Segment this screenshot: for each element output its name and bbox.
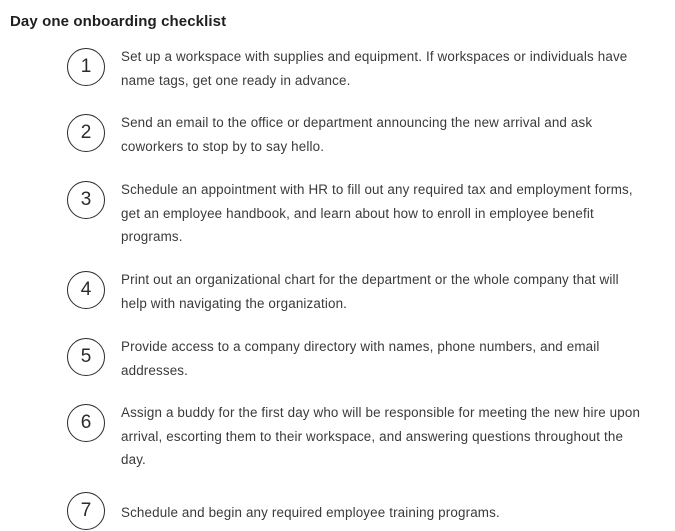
step-number-badge: 7 xyxy=(67,492,105,530)
step-text: Set up a workspace with supplies and equipment. If workspaces or individuals have name tags, get one ready in advance. xyxy=(121,49,628,88)
step-text: Schedule an appointment with HR to fill out any required tax and employment forms, get an employee handbook, and learn about how to enroll in employee benefit programs. xyxy=(121,182,633,244)
step-text: Send an email to the office or department announcing the new arrival and ask coworkers to stop by to say hello. xyxy=(121,115,593,154)
step-text: Print out an organizational chart for the department or the whole company that will help with navigating the organization. xyxy=(121,272,619,311)
step-number-badge: 5 xyxy=(67,338,105,376)
step-text: Assign a buddy for the first day who will be responsible for meeting the new hire upon arrival, escorting them to their workspace, and answering questions throughout the day. xyxy=(121,405,641,467)
step-number-badge: 6 xyxy=(67,404,105,442)
page-title: Day one onboarding checklist xyxy=(10,13,227,30)
step-number-badge: 1 xyxy=(67,48,105,86)
step-text: Schedule and begin any required employee training programs. xyxy=(121,505,500,520)
step-number-badge: 2 xyxy=(67,114,105,152)
step-text: Provide access to a company directory with names, phone numbers, and email addresses. xyxy=(121,339,600,378)
step-number-badge: 4 xyxy=(67,271,105,309)
step-number-badge: 3 xyxy=(67,181,105,219)
